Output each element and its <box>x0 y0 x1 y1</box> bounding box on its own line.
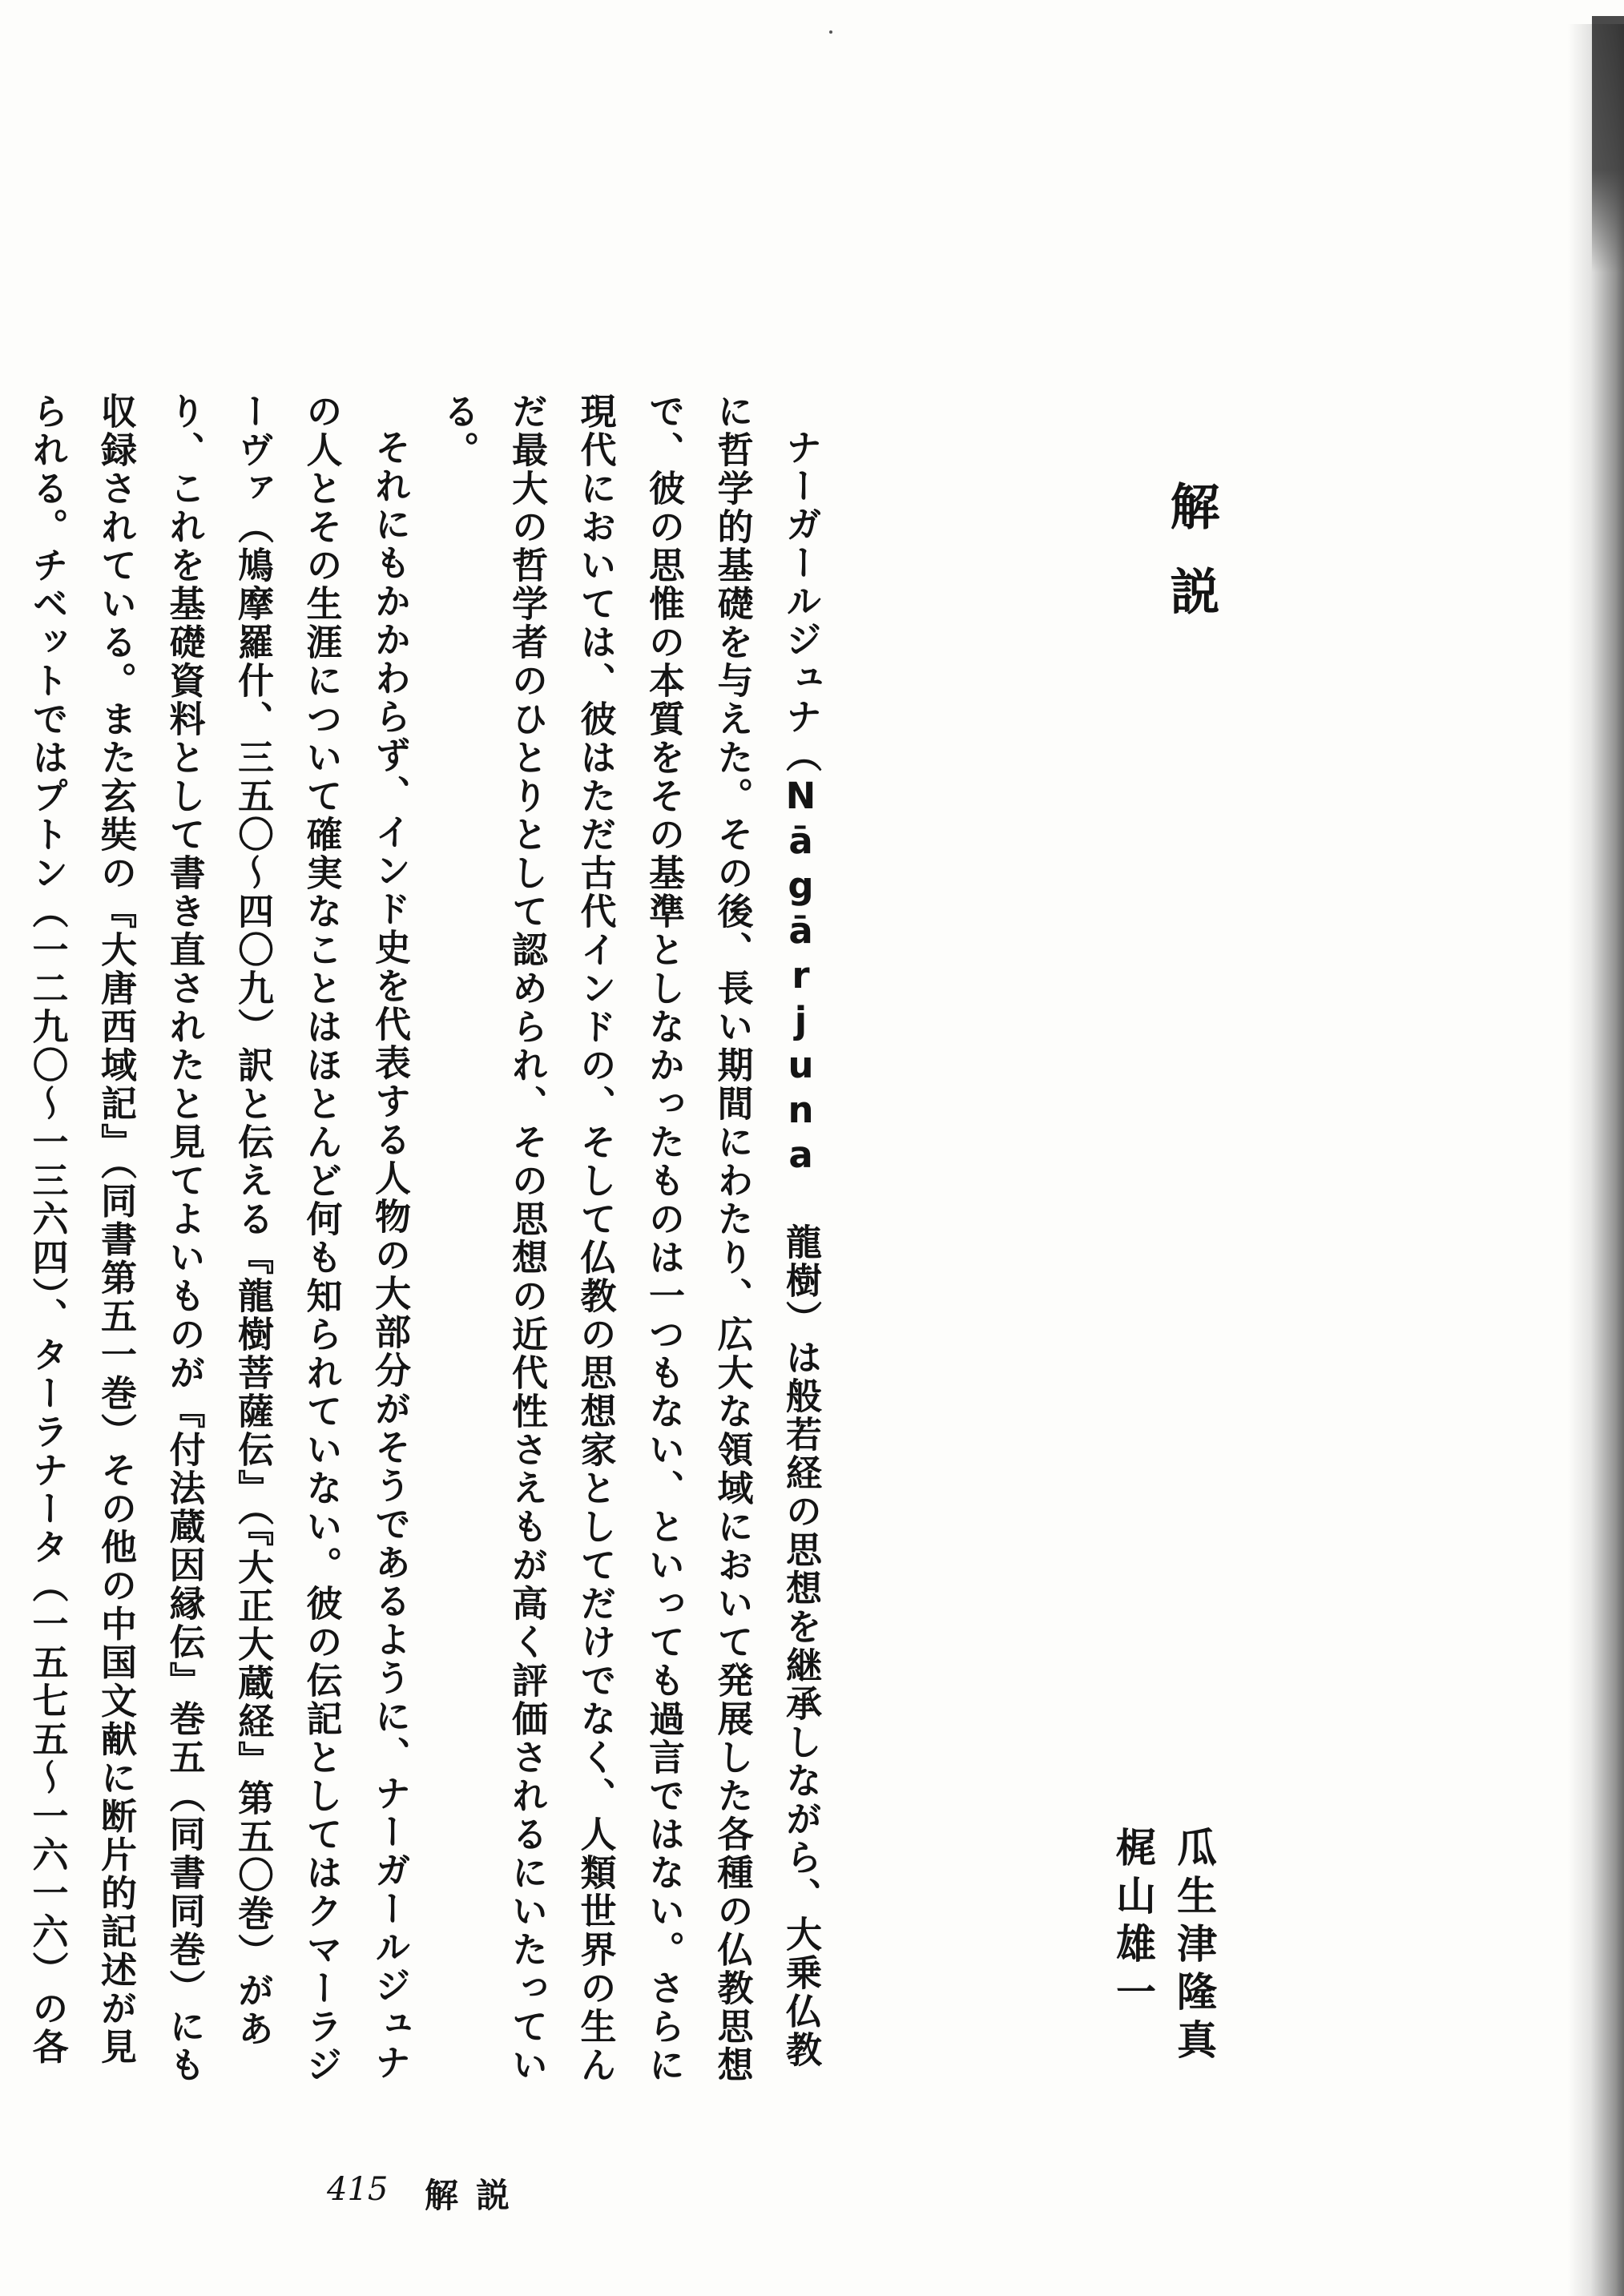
paragraph: それにもかかわらず、インド史を代表する人物の大部分がそうであるように、ナーガールジュナの人とその生涯について確実なことはほとんど何も知られていない。彼の伝記としてはクマーラジーヴァ（鳩摩羅什、三五〇～四〇九）訳と伝える『龍樹菩薩伝』（『大正大蔵経』第五〇巻）があり、これを基礎資料として書き直されたと見てよいものが『付法蔵因縁伝』巻五（同書同巻）にも収録されている。また玄奘の『大唐西域記』（同書第五一巻）その他の中国文献に断片的記述が見られる。チベットではプトン（一二九〇～一三六四）、ターラナータ（一五七五～一六一六）の各 <box>26 393 411 2085</box>
page-number: 415 <box>327 2171 389 2208</box>
author-1: 瓜生津隆真 <box>1171 1827 1217 2067</box>
running-head: 解説 <box>425 2176 528 2215</box>
binding-edge <box>1592 16 1624 272</box>
paragraph: ナーガールジュナ（Nāgārjuna 龍樹）は般若経の思想を継承しながら、大乗仏教に哲学的基礎を与えた。その後、長い期間にわたり、広大な領域において発展した各種の仏教思想で、彼の思惟の本質をその基準としなかったものは一つもない、といっても過言ではない。さらに現代においては、彼はただ古代インドの、そして仏教の思想家としてだけでなく、人類世界の生んだ最大の哲学者のひとりとして認められ、その思想の近代性さえもが高く評価されるにいたっている。 <box>437 393 822 2085</box>
scan-speck <box>829 30 832 34</box>
section-title: 解説 <box>1162 481 1220 651</box>
body-text <box>26 393 835 2099</box>
binding-shadow <box>1568 24 1624 2296</box>
author-2: 梶山雄一 <box>1110 1827 1156 2019</box>
